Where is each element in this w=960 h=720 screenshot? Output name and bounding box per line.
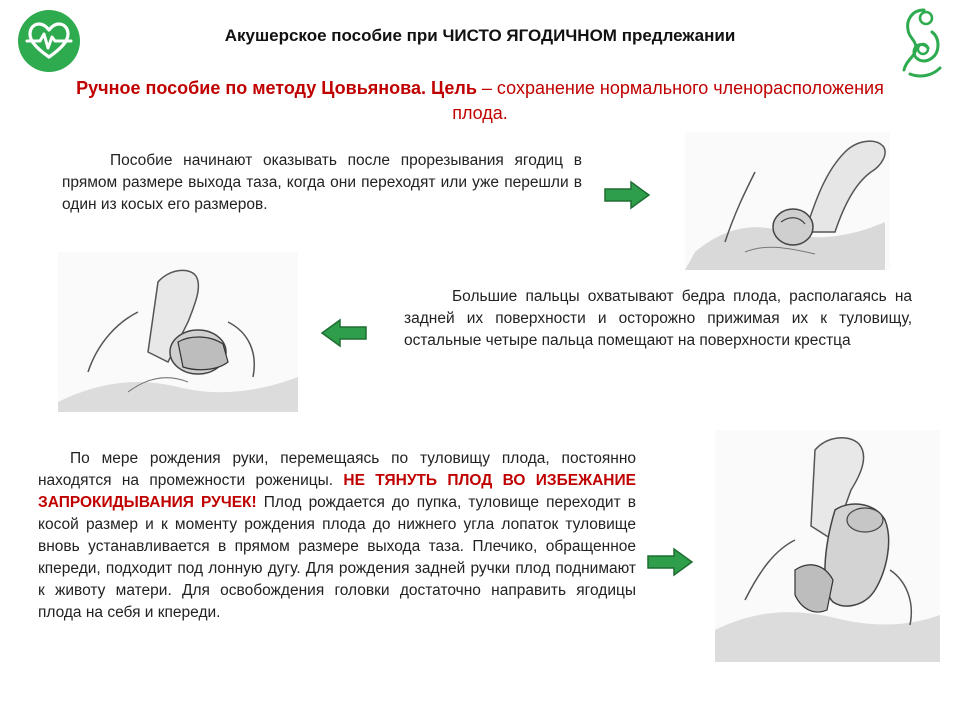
mother-child-icon bbox=[890, 4, 950, 82]
illustration-hands-on-thighs bbox=[58, 252, 298, 412]
illustration-buttocks-emerging bbox=[685, 132, 890, 270]
illustration-body-delivery bbox=[715, 430, 940, 662]
paragraph-thumbs bbox=[404, 286, 912, 352]
arrow-right-icon bbox=[646, 547, 694, 577]
paragraph-start-text: Пособие начинают оказывать после прорезывания ягодиц в прямом размере выхода таза, когда они переходят или уже перешли в один из косых его размеров. bbox=[62, 152, 582, 213]
heart-pulse-logo bbox=[18, 10, 80, 72]
method-subtitle bbox=[60, 76, 900, 126]
goal-text: – сохранение нормального членорасположения плода. bbox=[452, 78, 884, 123]
goal-label: Цель bbox=[431, 78, 477, 98]
heart-pulse-icon bbox=[18, 10, 80, 72]
paragraph-delivery bbox=[38, 448, 636, 624]
page-title: Акушерское пособие при ЧИСТО ЯГОДИЧНОМ предлежании bbox=[224, 26, 736, 45]
paragraph-start bbox=[62, 150, 582, 216]
arrow-left-icon bbox=[320, 318, 368, 348]
paragraph-delivery-start: По мере рождения руки, перемещаясь по туловищу плода, постоянно находятся на промежности роженицы. bbox=[38, 450, 636, 489]
warning-text: НЕ ТЯНУТЬ ПЛОД ВО ИЗБЕЖАНИЕ ЗАПРОКИДЫВАНИЯ РУЧЕК! bbox=[38, 472, 636, 511]
arrow-right-icon bbox=[603, 180, 651, 210]
method-name: Ручное пособие по методу Цовьянова. bbox=[76, 78, 426, 98]
paragraph-delivery-end: Плод рождается до пупка, туловище переходит в косой размер и к моменту рождения плода до нижнего угла лопаток туловище вновь устанавливается в прямом размере выхода таза. Плечико, обращенное кпереди, подходит под лонную дугу. Для рождения задней ручки плод поднимают к животу матери. Для освобождения головки достаточно направить ягодицы плода на себя и кпереди. bbox=[38, 494, 637, 621]
paragraph-thumbs-text: Большие пальцы охватывают бедра плода, располагаясь на задней их поверхности и осторожно прижимая их к туловищу, остальные четыре пальца помещают на поверхности крестца bbox=[404, 288, 912, 349]
